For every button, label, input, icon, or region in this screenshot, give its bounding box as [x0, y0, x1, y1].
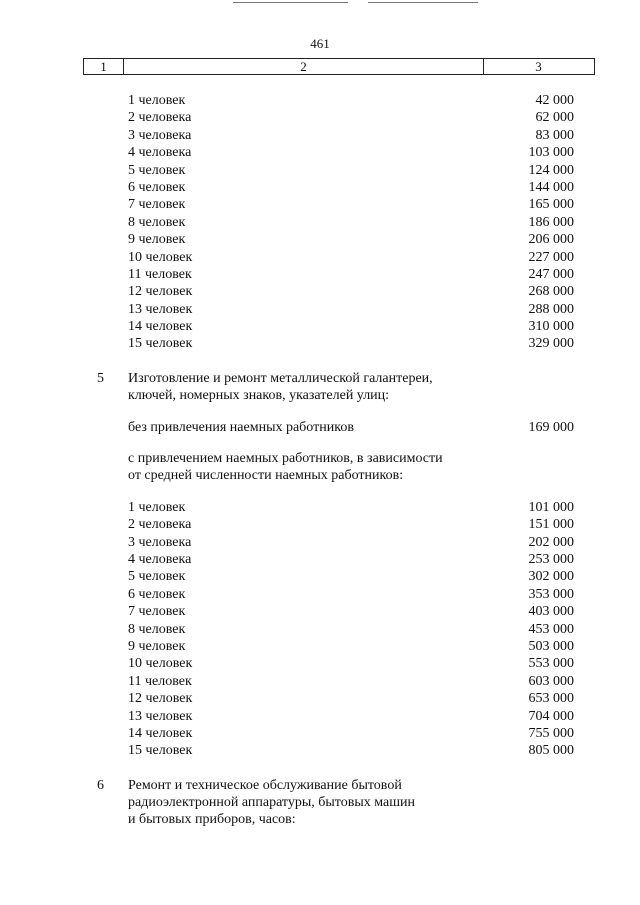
- amount: 83 000: [535, 127, 574, 143]
- amount: 247 000: [528, 266, 574, 282]
- list-item: [0, 673, 640, 690]
- amount: 151 000: [528, 517, 574, 533]
- staff-count: 4 человека: [128, 551, 192, 567]
- table-header: [83, 58, 595, 75]
- amount: 329 000: [528, 336, 574, 352]
- list-item: [0, 419, 640, 436]
- staff-count: 2 человека: [128, 110, 192, 126]
- amount: 101 000: [528, 499, 574, 515]
- list-item: [0, 516, 640, 533]
- staff-count: 11 человек: [128, 266, 192, 282]
- amount: 704 000: [528, 708, 574, 724]
- staff-count: 1 человек: [128, 93, 186, 108]
- with-employees-text: от средней численности наемных работников:: [128, 468, 404, 484]
- section-title: Ремонт и техническое обслуживание бытовой: [128, 777, 402, 793]
- block1-list: [0, 92, 640, 353]
- amount: 202 000: [528, 534, 574, 550]
- list-item: [0, 283, 640, 300]
- list-item: [0, 586, 640, 603]
- list-item: [0, 534, 640, 551]
- staff-count: 5 человек: [128, 569, 186, 585]
- staff-count: 8 человек: [128, 621, 186, 637]
- amount: 653 000: [528, 691, 574, 707]
- list-item: [0, 655, 640, 672]
- list-item: [0, 621, 640, 638]
- amount: 144 000: [528, 179, 574, 195]
- amount: 553 000: [528, 656, 574, 672]
- amount: 42 000: [535, 93, 574, 108]
- list-item: [0, 144, 640, 161]
- staff-count: 14 человек: [128, 725, 193, 741]
- staff-count: 11 человек: [128, 673, 192, 689]
- section-title-line: [0, 387, 640, 404]
- list-item: [0, 162, 640, 179]
- section-title: ключей, номерных знаков, указателей улиц:: [128, 388, 390, 404]
- header-col-2: 2: [123, 59, 484, 74]
- staff-count: 7 человек: [128, 604, 186, 620]
- list-item: [0, 92, 640, 109]
- list-item: [0, 335, 640, 352]
- staff-count: 10 человек: [128, 656, 193, 672]
- section-6: [0, 777, 640, 829]
- page-number: 461: [310, 36, 330, 51]
- staff-count: 9 человек: [128, 638, 186, 654]
- section5-list: [0, 499, 640, 760]
- amount: 227 000: [528, 249, 574, 265]
- section-number: 6: [97, 777, 104, 793]
- amount: 186 000: [528, 214, 574, 230]
- amount: 403 000: [528, 604, 574, 620]
- amount: 503 000: [528, 638, 574, 654]
- amount: 310 000: [528, 319, 574, 335]
- header-col-1: 1: [100, 59, 107, 74]
- top-rule-left: [233, 2, 348, 3]
- amount: 124 000: [528, 162, 574, 178]
- amount: 453 000: [528, 621, 574, 637]
- staff-count: 3 человека: [128, 534, 192, 550]
- top-rule-right: [368, 2, 478, 3]
- staff-count: 7 человек: [128, 197, 186, 213]
- with-employees-text: с привлечением наемных работников, в зависимости: [128, 451, 443, 467]
- section-title-line: [0, 811, 640, 828]
- amount: 253 000: [528, 551, 574, 567]
- section-title-line: [0, 794, 640, 811]
- staff-count: 5 человек: [128, 162, 186, 178]
- section-title: и бытовых приборов, часов:: [128, 812, 296, 828]
- list-item: [0, 318, 640, 335]
- staff-count: 6 человек: [128, 179, 186, 195]
- amount: 805 000: [528, 743, 574, 759]
- section-subtitle-line: [0, 450, 640, 467]
- no-employees-label: без привлечения наемных работников: [128, 419, 354, 435]
- staff-count: 13 человек: [128, 708, 193, 724]
- list-item: [0, 725, 640, 742]
- list-item: [0, 214, 640, 231]
- list-item: [0, 266, 640, 283]
- staff-count: 4 человека: [128, 145, 192, 161]
- staff-count: 15 человек: [128, 743, 193, 759]
- section-title: радиоэлектронной аппаратуры, бытовых машин: [128, 795, 415, 811]
- amount: 288 000: [528, 301, 574, 317]
- amount: 103 000: [528, 145, 574, 161]
- staff-count: 13 человек: [128, 301, 193, 317]
- list-item: [0, 499, 640, 516]
- staff-count: 12 человек: [128, 691, 193, 707]
- section-5: [0, 370, 640, 760]
- staff-count: 2 человека: [128, 517, 192, 533]
- section-subtitle-line: [0, 467, 640, 484]
- staff-count: 15 человек: [128, 336, 193, 352]
- list-item: [0, 742, 640, 759]
- list-item: [0, 179, 640, 196]
- section-title-line: [0, 777, 640, 794]
- amount: 165 000: [528, 197, 574, 213]
- list-item: [0, 551, 640, 568]
- header-col-3: 3: [535, 59, 542, 74]
- amount: 353 000: [528, 586, 574, 602]
- list-item: [0, 568, 640, 585]
- staff-count: 14 человек: [128, 319, 193, 335]
- list-item: [0, 249, 640, 266]
- staff-count: 6 человек: [128, 586, 186, 602]
- staff-count: 10 человек: [128, 249, 193, 265]
- list-item: [0, 109, 640, 126]
- table-body: [0, 92, 640, 829]
- list-item: [0, 301, 640, 318]
- amount: 206 000: [528, 232, 574, 248]
- list-item: [0, 690, 640, 707]
- amount: 268 000: [528, 284, 574, 300]
- staff-count: 12 человек: [128, 284, 193, 300]
- amount: 62 000: [535, 110, 574, 126]
- list-item: [0, 638, 640, 655]
- list-item: [0, 231, 640, 248]
- list-item: [0, 708, 640, 725]
- section-title: Изготовление и ремонт металлической галантереи,: [128, 370, 433, 386]
- amount: 169 000: [528, 419, 574, 435]
- amount: 603 000: [528, 673, 574, 689]
- section-number: 5: [97, 370, 104, 386]
- staff-count: 8 человек: [128, 214, 186, 230]
- list-item: [0, 603, 640, 620]
- list-item: [0, 196, 640, 213]
- staff-count: 1 человек: [128, 499, 186, 515]
- amount: 755 000: [528, 725, 574, 741]
- staff-count: 3 человека: [128, 127, 192, 143]
- amount: 302 000: [528, 569, 574, 585]
- staff-count: 9 человек: [128, 232, 186, 248]
- section-title-line: [0, 370, 640, 387]
- list-item: [0, 127, 640, 144]
